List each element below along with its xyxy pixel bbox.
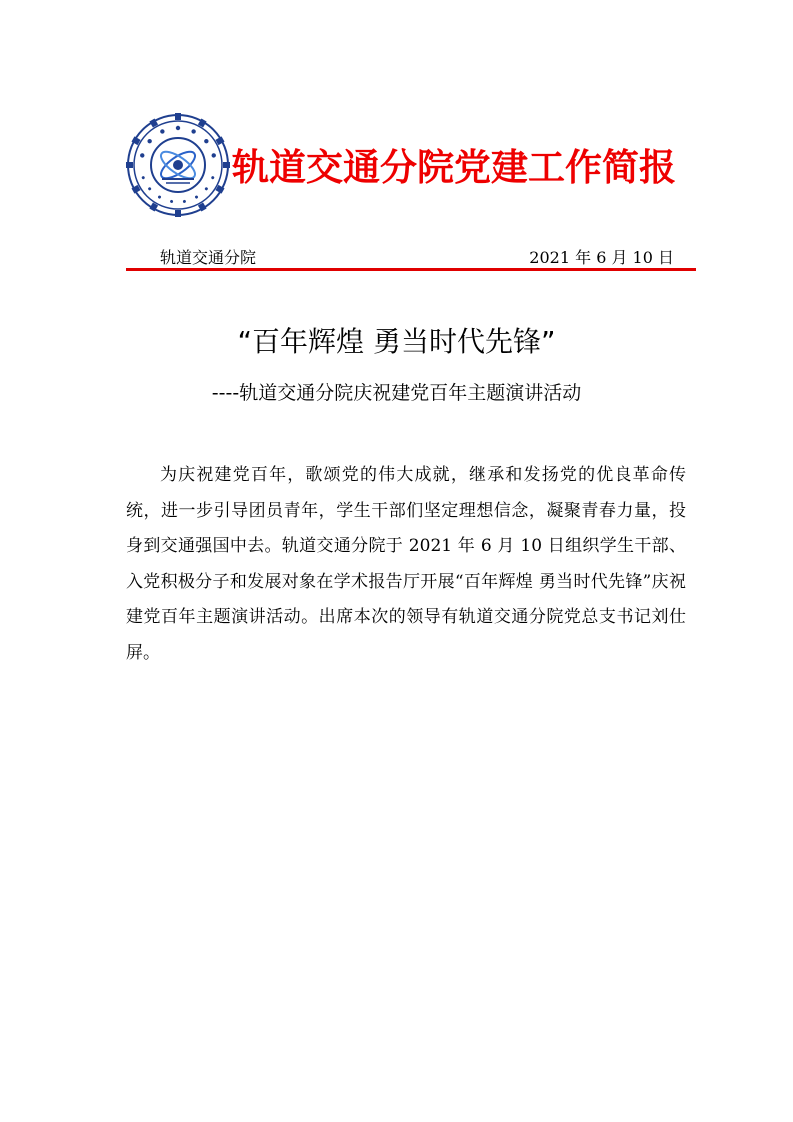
header-meta [160, 246, 674, 270]
article-subtitle: ----轨道交通分院庆祝建党百年主题演讲活动 [211, 382, 582, 404]
issue-date: 2021 年 6 月 10 日 [529, 248, 674, 267]
article-body: 为庆祝建党百年，歌颂党的伟大成就，继承和发扬党的优良革命传统，进一步引导团员青年，学生干部们坚定理想信念，凝聚青春力量，投身到交通强国中去。轨道交通分院于 2021 年 6 月 10 日组织学生干部、入党积极分子和发展对象在学术报告厅开展“百年辉煌 勇当时代先锋”庆祝建党百年主题演讲活动。出席本次的领导有轨道交通分院党总支书记刘仕屏。 [126, 465, 686, 663]
article-title: “百年辉煌 勇当时代先锋” [237, 325, 556, 358]
college-seal-icon [126, 113, 230, 217]
header-divider [126, 268, 696, 271]
bulletin-banner-title: 轨道交通分院党建工作简报 [232, 145, 676, 189]
department-name: 轨道交通分院 [160, 248, 257, 267]
